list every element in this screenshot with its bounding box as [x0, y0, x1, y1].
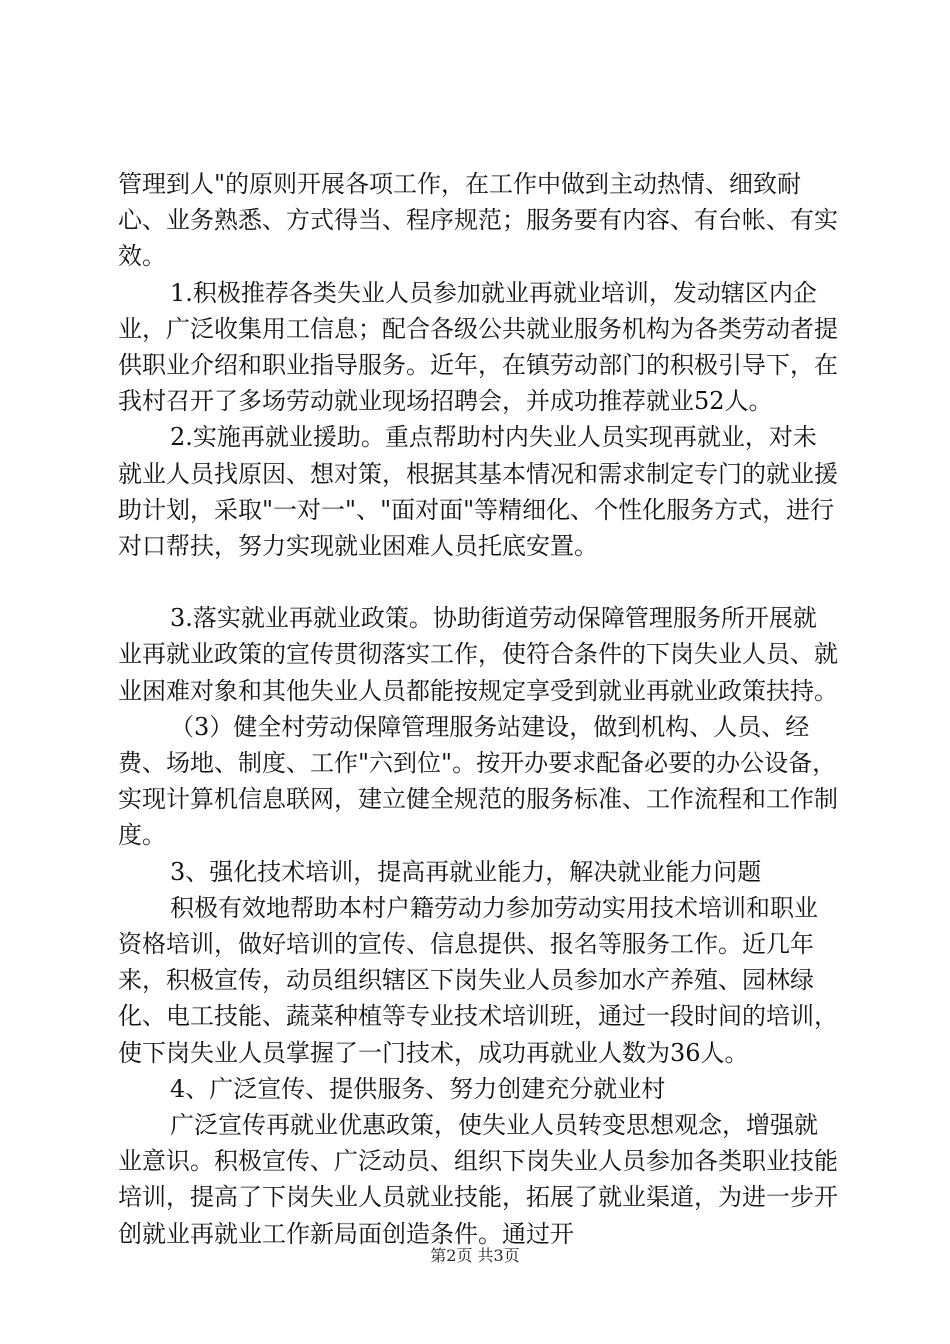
paragraph-5: （3）健全村劳动保障管理服务站建设，做到机构、人员、经费、场地、制度、工作"六到位"。按开办要求配备必要的办公设备，实现计算机信息联网，建立健全规范的服务标准、工作流程和工作制度。: [118, 712, 838, 850]
paragraph-7: 广泛宣传再就业优惠政策，使失业人员转变思想观念，增强就业意识。积极宣传、广泛动员、组织下岗失业人员参加各类职业技能培训，提高了下岗失业人员就业技能，拓展了就业渠道，为进一步开创就业再就业工作新局面创造条件。通过开: [118, 1111, 838, 1248]
paragraph-1: 管理到人"的原则开展各项工作，在工作中做到主动热情、细致耐心、业务熟悉、方式得当、程序规范；服务要有内容、有台帐、有实效。: [118, 170, 838, 271]
paragraph-6: 积极有效地帮助本村户籍劳动力参加劳动实用技术培训和职业资格培训，做好培训的宣传、信息提供、报名等服务工作。近几年来，积极宣传，动员组织辖区下岗失业人员参加水产养殖、园林绿化、电工技能、蔬菜种植等专业技术培训班，通过一段时间的培训，使下岗失业人员掌握了一门技术，成功再就业人数为36人。: [118, 893, 838, 1067]
paragraph-spacer: [118, 564, 838, 600]
section-heading-3: 3、强化技术培训，提高再就业能力，解决就业能力问题: [170, 857, 762, 886]
paragraph-4: 3.落实就业再就业政策。协助街道劳动保障管理服务所开展就业再就业政策的宣传贯彻落实工作，使符合条件的下岗失业人员、就业困难对象和其他失业人员都能按规定享受到就业再就业政策扶持。: [118, 604, 838, 705]
paragraph-2: 1.积极推荐各类失业人员参加就业再就业培训，发动辖区内企业，广泛收集用工信息；配合各级公共就业服务机构为各类劳动者提供职业介绍和职业指导服务。近年，在镇劳动部门的积极引导下，在我村召开了多场劳动就业现场招聘会，并成功推荐就业52人。: [118, 278, 838, 416]
document-body: [118, 166, 838, 1252]
paragraph-3: 2.实施再就业援助。重点帮助村内失业人员实现再就业，对未就业人员找原因、想对策，根据其基本情况和需求制定专门的就业援助计划，采取"一对一"、"面对面"等精细化、个性化服务方式，进行对口帮扶，努力实现就业困难人员托底安置。: [118, 423, 838, 561]
page-footer: 第2页 共3页: [430, 1246, 520, 1265]
section-heading-4: 4、广泛宣传、提供服务、努力创建充分就业村: [170, 1074, 666, 1103]
